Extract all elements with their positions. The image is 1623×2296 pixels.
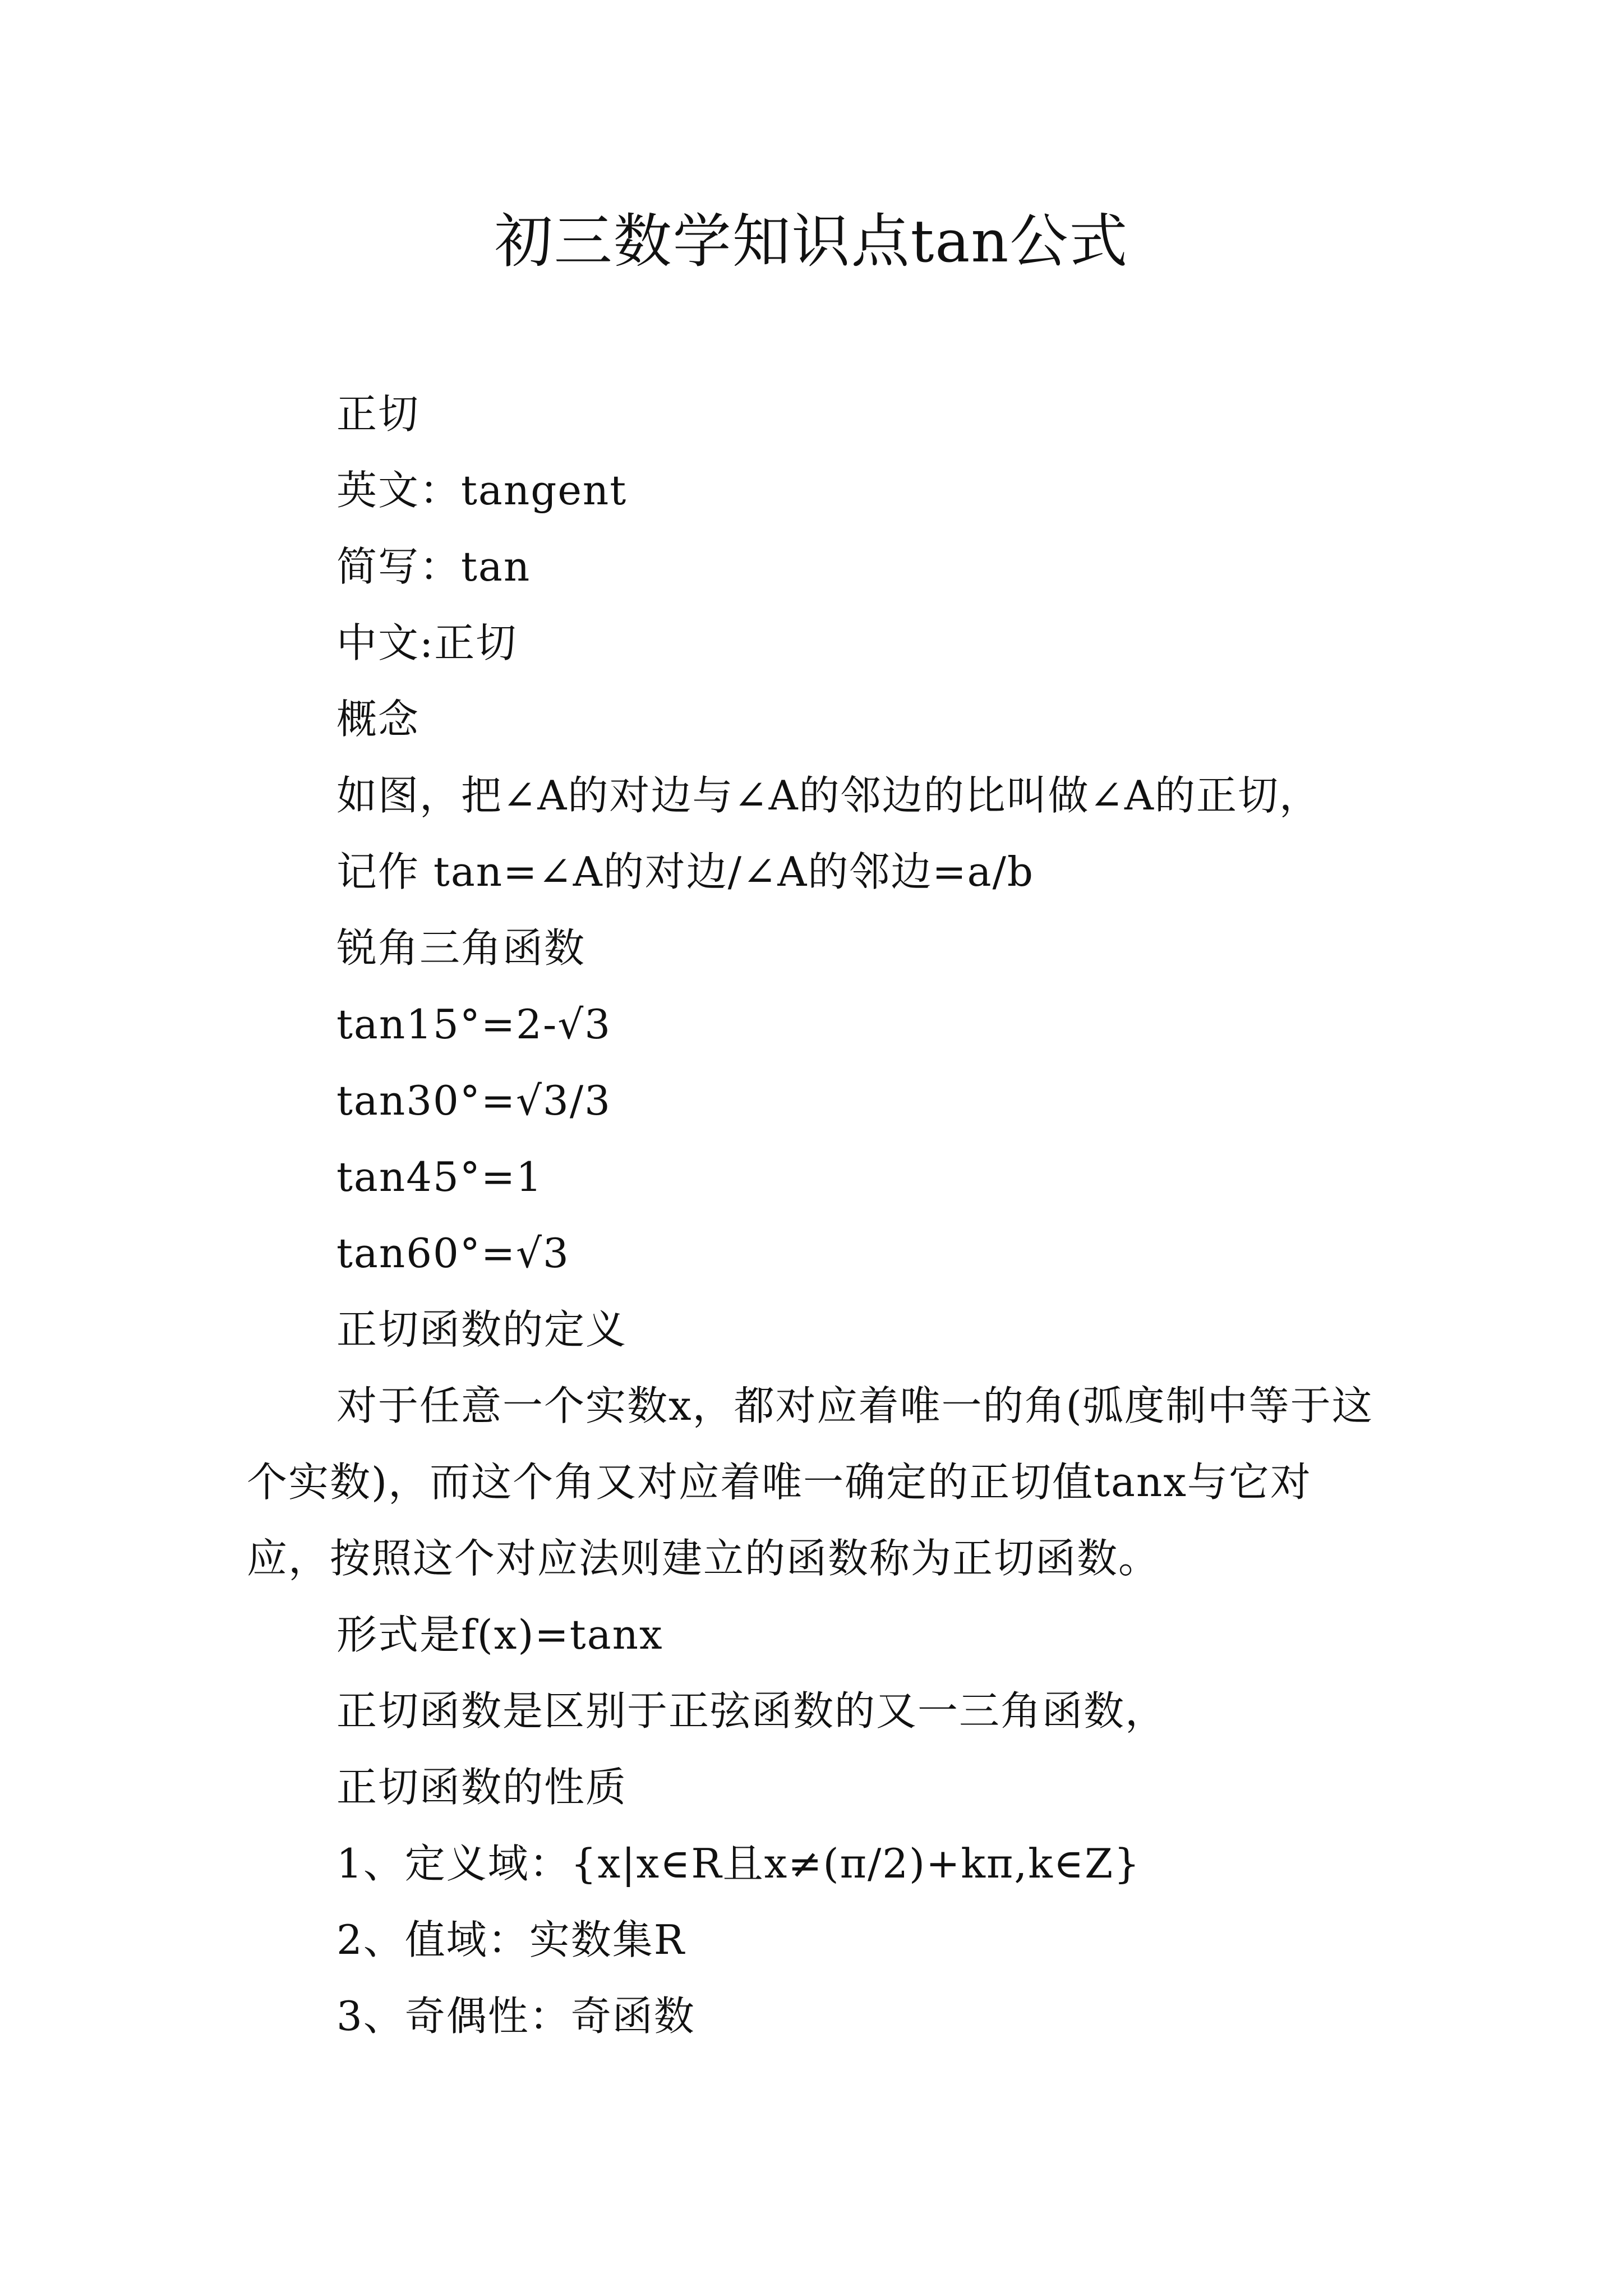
definition-paragraph: 对于任意一个实数x，都对应着唯一的角(弧度制中等于这个实数)，而这个角又对应着唯一确定的正切值tanx与它对应，按照这个对应法则建立的函数称为正切函数。 (247, 1382, 1373, 1582)
text-line: 记作 tan=∠A的对边/∠A的邻边=a/b (336, 848, 1034, 895)
document-body (247, 376, 1385, 2054)
text-line: tan30°=√3/3 (336, 1077, 611, 1124)
text-line: 形式是f(x)=tanx (336, 1611, 663, 1658)
text-line: 3、奇偶性：奇函数 (336, 1993, 695, 2040)
text-line: 锐角三角函数 (336, 924, 586, 972)
document-title: 初三数学知识点tan公式 (494, 207, 1129, 275)
text-line: tan45°=1 (336, 1153, 543, 1200)
text-line: 正切函数是区别于正弦函数的又一三角函数， (336, 1687, 1167, 1734)
text-line: 概念 (336, 696, 420, 743)
text-line: 简写：tan (336, 543, 531, 590)
text-line: 1、定义域：{x|x∈R且x≠(π/2)+kπ,k∈Z} (336, 1840, 1141, 1887)
text-line: 如图，把∠A的对边与∠A的邻边的比叫做∠A的正切， (336, 772, 1321, 819)
text-line: 英文：tangent (336, 467, 628, 514)
text-line: tan15°=2-√3 (336, 1001, 611, 1048)
text-line: 正切 (336, 390, 420, 438)
text-line: 正切函数的性质 (336, 1764, 628, 1811)
text-line: 中文:正切 (336, 619, 518, 666)
text-line: 2、值域：实数集R (336, 1916, 686, 1963)
text-line: 正切函数的定义 (336, 1306, 628, 1353)
text-line: tan60°=√3 (336, 1230, 570, 1277)
